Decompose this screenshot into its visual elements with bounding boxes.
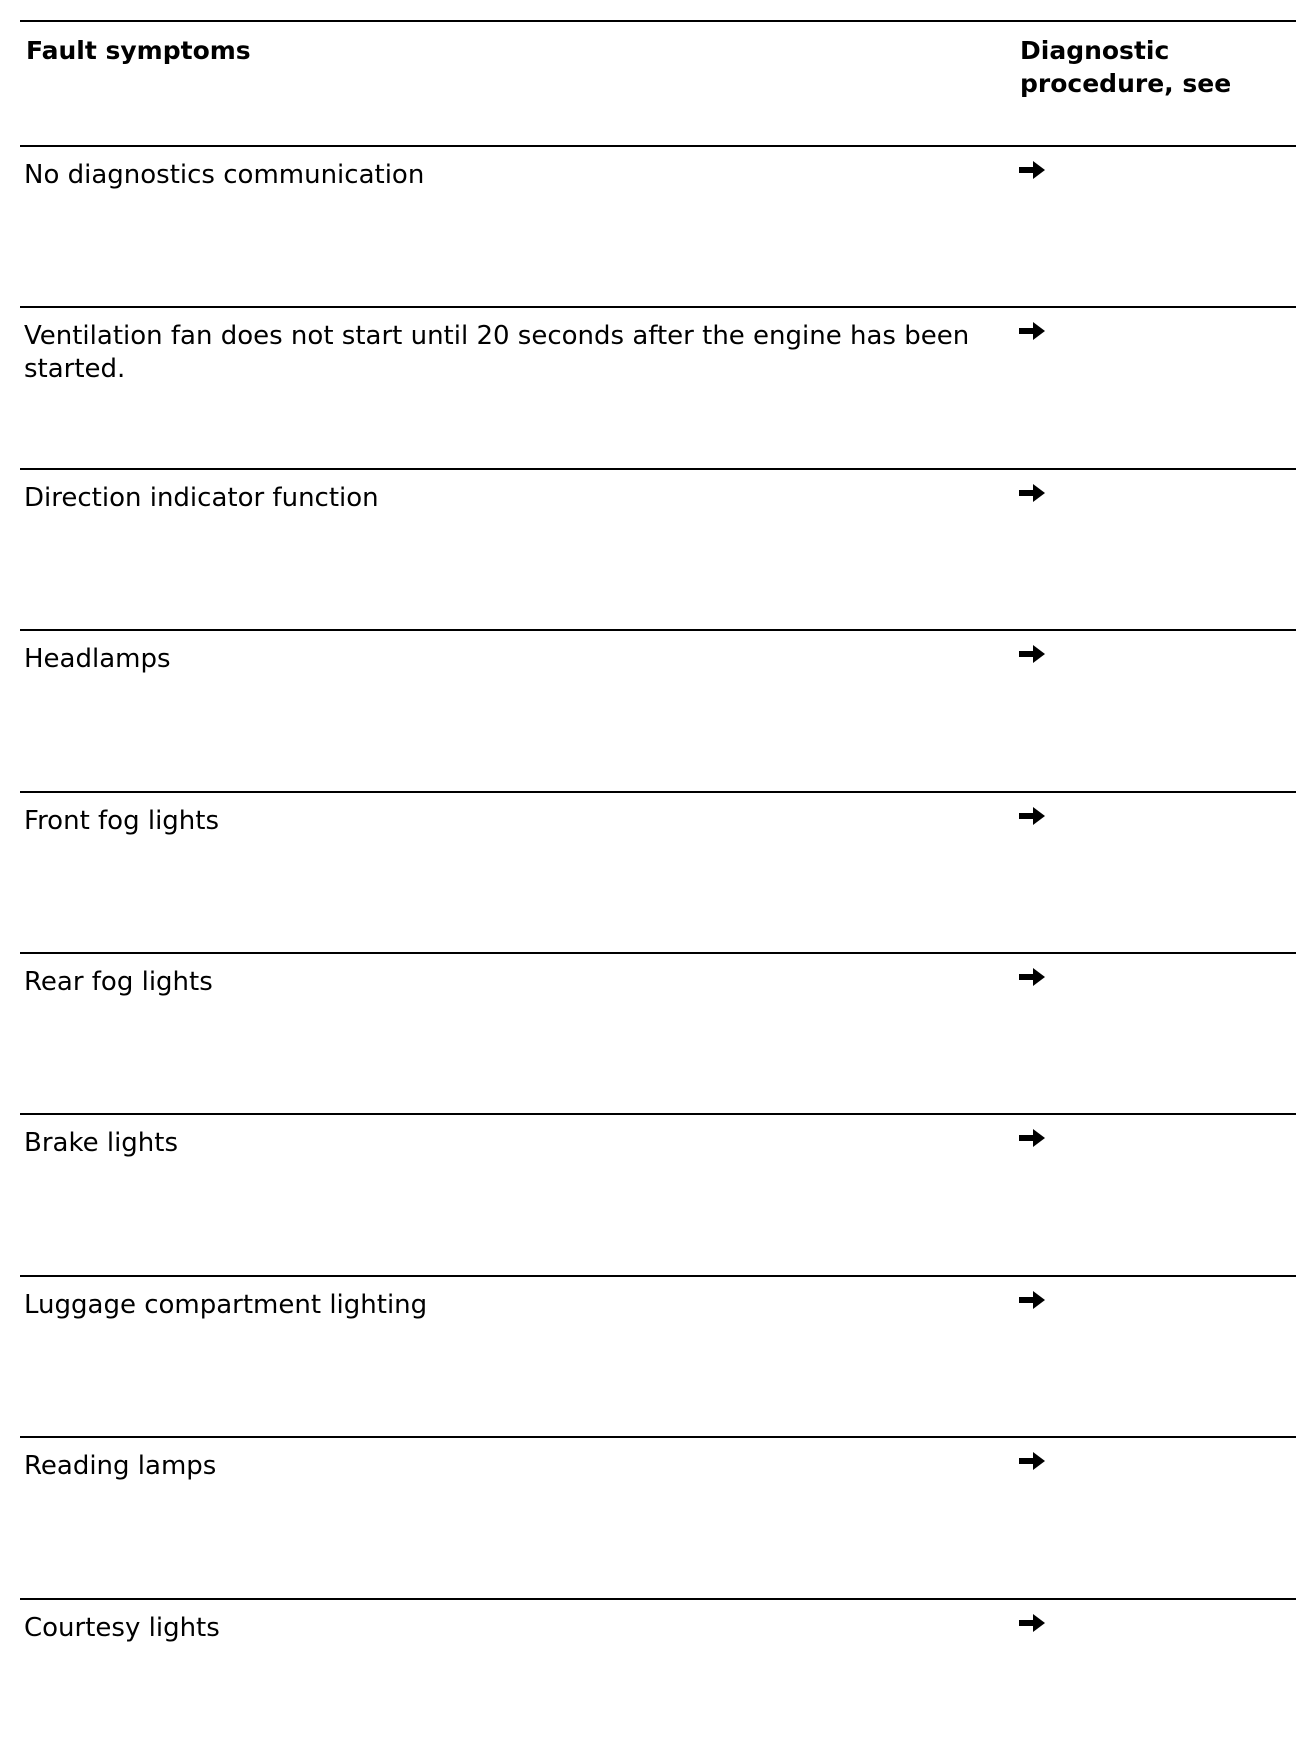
symptom-text: Brake lights <box>24 1128 179 1159</box>
right-arrow-icon[interactable] <box>1017 962 1047 992</box>
symptom-text: Direction indicator function <box>24 482 379 513</box>
symptom-text: Rear fog lights <box>24 966 213 997</box>
symptom-text: Ventilation fan does not start until 20 seconds after the engine has been started. <box>24 321 970 385</box>
symptom-text: Luggage compartment lighting <box>24 1289 428 1320</box>
fault-symptoms-heading: Fault symptoms <box>26 36 251 65</box>
right-arrow-icon[interactable] <box>1017 1608 1047 1638</box>
symptom-text: Front fog lights <box>24 805 220 836</box>
right-arrow-icon[interactable] <box>1017 1285 1047 1315</box>
right-arrow-icon[interactable] <box>1017 478 1047 508</box>
right-arrow-icon[interactable] <box>1017 801 1047 831</box>
symptom-text: Reading lamps <box>24 1451 217 1482</box>
right-arrow-icon[interactable] <box>1017 155 1047 185</box>
table-row <box>20 629 1296 790</box>
table-row <box>20 1275 1296 1436</box>
table-row <box>20 1436 1296 1597</box>
right-arrow-icon[interactable] <box>1017 316 1047 346</box>
fault-symptoms-table <box>20 20 1296 1759</box>
right-arrow-icon[interactable] <box>1017 1123 1047 1153</box>
table-row <box>20 791 1296 952</box>
table-row <box>20 1598 1296 1759</box>
table-row <box>20 468 1296 629</box>
symptom-text: No diagnostics communication <box>24 160 425 190</box>
table-row <box>20 145 1296 306</box>
symptom-text: Courtesy lights <box>24 1612 220 1643</box>
diagnostic-procedure-heading: Diagnostic procedure, see <box>1020 36 1232 98</box>
table-row <box>20 952 1296 1113</box>
symptom-text: Headlamps <box>24 644 171 675</box>
table-row <box>20 1113 1296 1274</box>
right-arrow-icon[interactable] <box>1017 1446 1047 1476</box>
table-header <box>20 20 1296 145</box>
table-row <box>20 306 1296 467</box>
right-arrow-icon[interactable] <box>1017 639 1047 669</box>
